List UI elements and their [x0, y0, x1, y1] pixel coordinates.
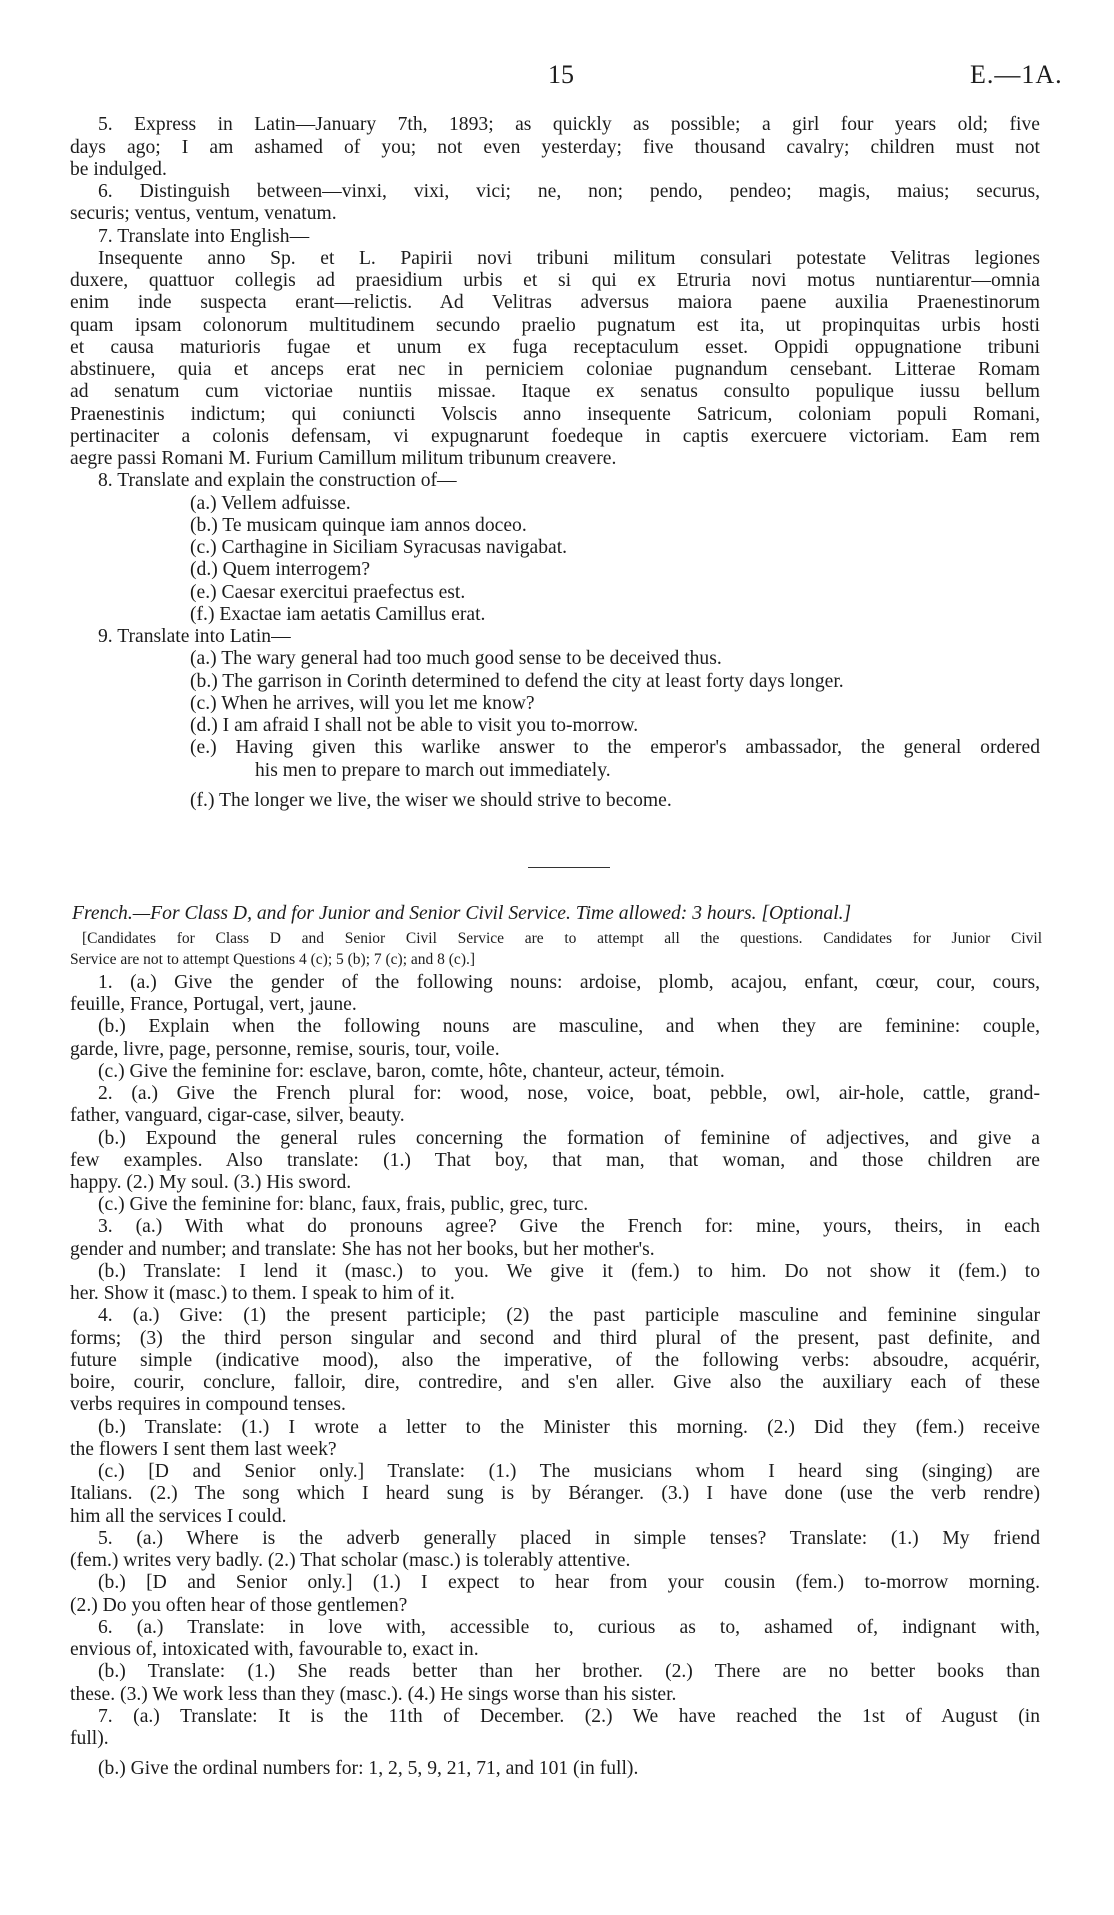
- page-number: 15: [548, 60, 574, 89]
- text-line: (e.) Having given this warlike answer to the emperor's ambassador, the general ordered: [190, 737, 1040, 758]
- section-heading: French.—For Class D, and for Junior and Senior Civil Service. Time allowed: 3 hours. [Optional.]: [72, 903, 852, 924]
- text-line: (a.) The wary general had too much good sense to be deceived thus.: [190, 648, 722, 669]
- text-line: verbs requires in compound tenses.: [70, 1394, 346, 1415]
- text-line: 3. (a.) With what do pronouns agree? Give the French for: mine, yours, theirs, in each: [98, 1216, 1040, 1237]
- text-line: Insequente anno Sp. et L. Papirii novi tribuni militum consulari potestate Velitras legiones: [98, 248, 1040, 269]
- text-line: forms; (3) the third person singular and second and third plural of the present, past definite, and: [70, 1328, 1040, 1349]
- text-line: (c.) [D and Senior only.] Translate: (1.) The musicians whom I heard sing (singing) are: [98, 1461, 1040, 1482]
- text-line: quam ipsam colonorum multitudinem secundo praelio pugnatum est ita, ut propinquitas urbis hosti: [70, 315, 1040, 336]
- text-line: (b.) The garrison in Corinth determined to defend the city at least forty days longer.: [190, 671, 844, 692]
- text-line: 5. Express in Latin—January 7th, 1893; as quickly as possible; a girl four years old; five: [98, 114, 1040, 135]
- text-line: the flowers I sent them last week?: [70, 1439, 337, 1460]
- text-line: (b.) Explain when the following nouns are masculine, and when they are feminine: couple,: [98, 1016, 1040, 1037]
- text-line: et causa maturioris fugae et unum ex fuga receptaculum esset. Oppidi oppugnatione tribuni: [70, 337, 1040, 358]
- text-line: (b.) Te musicam quinque iam annos doceo.: [190, 515, 527, 536]
- text-line: 6. (a.) Translate: in love with, accessible to, curious as to, ashamed of, indignant with,: [98, 1617, 1040, 1638]
- text-line: (c.) When he arrives, will you let me know?: [190, 693, 535, 714]
- text-line: gender and number; and translate: She has not her books, but her mother's.: [70, 1239, 655, 1260]
- text-line: be indulged.: [70, 159, 167, 180]
- text-line: (c.) Carthagine in Siciliam Syracusas navigabat.: [190, 537, 568, 558]
- text-line: feuille, France, Portugal, vert, jaune.: [70, 994, 357, 1015]
- text-line: her. Show it (masc.) to them. I speak to him of it.: [70, 1283, 455, 1304]
- text-line: (fem.) writes very badly. (2.) That scholar (masc.) is tolerably attentive.: [70, 1550, 631, 1571]
- text-line: happy. (2.) My soul. (3.) His sword.: [70, 1172, 352, 1193]
- instructions-note: Service are not to attempt Questions 4 (c); 5 (b); 7 (c); and 8 (c).]: [70, 951, 476, 968]
- text-line: garde, livre, page, personne, remise, souris, tour, voile.: [70, 1039, 500, 1060]
- text-line: boire, courir, conclure, falloir, dire, contredire, and s'en aller. Give also the auxiliary each of these: [70, 1372, 1040, 1393]
- text-line: (b.) Translate: (1.) I wrote a letter to the Minister this morning. (2.) Did they (fem.) receive: [98, 1417, 1040, 1438]
- text-line: Italians. (2.) The song which I heard sung is by Béranger. (3.) I have done (use the verb rendre): [70, 1483, 1040, 1504]
- text-line: his men to prepare to march out immediately.: [255, 760, 611, 781]
- text-line: (d.) Quem interrogem?: [190, 559, 371, 580]
- text-line: (c.) Give the feminine for: esclave, baron, comte, hôte, chanteur, acteur, témoin.: [98, 1061, 725, 1082]
- text-line: enim inde suspecta erant—relictis. Ad Velitras adversus maiora paene auxilia Praenestinorum: [70, 292, 1040, 313]
- text-line: 2. (a.) Give the French plural for: wood, nose, voice, boat, pebble, owl, air-hole, cattle, grand-: [98, 1083, 1040, 1104]
- text-line: (b.) Translate: (1.) She reads better than her brother. (2.) There are no better books than: [98, 1661, 1040, 1682]
- text-line: (b.) Expound the general rules concerning the formation of feminine of adjectives, and give a: [98, 1128, 1040, 1149]
- text-line: few examples. Also translate: (1.) That boy, that man, that woman, and those children are: [70, 1150, 1040, 1171]
- text-line: 1. (a.) Give the gender of the following nouns: ardoise, plomb, acajou, enfant, cœur, cour, cours,: [98, 972, 1040, 993]
- text-line: (f.) The longer we live, the wiser we should strive to become.: [190, 790, 672, 811]
- text-line: these. (3.) We work less than they (masc.). (4.) He sings worse than his sister.: [70, 1684, 677, 1705]
- text-line: (f.) Exactae iam aetatis Camillus erat.: [190, 604, 486, 625]
- text-line: father, vanguard, cigar-case, silver, beauty.: [70, 1105, 405, 1126]
- text-line: (b.) Give the ordinal numbers for: 1, 2, 5, 9, 21, 71, and 101 (in full).: [98, 1758, 639, 1779]
- text-line: Praenestinis indictum; qui coniuncti Volscis anno insequente Satricum, coloniam populi Romani,: [70, 404, 1040, 425]
- text-line: abstinuere, quia et anceps erat nec in perniciem coloniae pugnandum censebant. Litterae Romam: [70, 359, 1040, 380]
- text-line: (a.) Vellem adfuisse.: [190, 493, 351, 514]
- text-line: envious of, intoxicated with, favourable to, exact in.: [70, 1639, 479, 1660]
- text-line: 6. Distinguish between—vinxi, vixi, vici; ne, non; pendo, pendeo; magis, maius; securus,: [98, 181, 1040, 202]
- text-line: 5. (a.) Where is the adverb generally placed in simple tenses? Translate: (1.) My friend: [98, 1528, 1040, 1549]
- text-line: (d.) I am afraid I shall not be able to visit you to-morrow.: [190, 715, 639, 736]
- section-divider: [528, 867, 610, 868]
- text-line: pertinaciter a colonis defensam, vi expugnarunt foedeque in captis exercuere victoriam. Eam rem: [70, 426, 1040, 447]
- text-line: (e.) Caesar exercitui praefectus est.: [190, 582, 466, 603]
- text-line: (b.) [D and Senior only.] (1.) I expect to hear from your cousin (fem.) to-morrow morning.: [98, 1572, 1040, 1593]
- text-line: 4. (a.) Give: (1) the present participle; (2) the past participle masculine and feminine singular: [98, 1305, 1040, 1326]
- text-line: ad senatum cum victoriae nuntiis missae. Itaque ex senatus consulto populique iussu bellum: [70, 381, 1040, 402]
- text-line: aegre passi Romani M. Furium Camillum militum tribunum creavere.: [70, 448, 617, 469]
- text-line: full).: [70, 1728, 109, 1749]
- instructions-note: [Candidates for Class D and Senior Civil Service are to attempt all the questions. Candidates for Junior Civil: [82, 930, 1042, 947]
- text-line: duxere, quattuor collegis ad praesidium urbis et si qui ex Etruria novi motus nuntiarentur—omnia: [70, 270, 1040, 291]
- text-line: him all the services I could.: [70, 1506, 287, 1527]
- text-line: days ago; I am ashamed of you; not even yesterday; five thousand cavalry; children must not: [70, 137, 1040, 158]
- text-line: (c.) Give the feminine for: blanc, faux, frais, public, grec, turc.: [98, 1194, 589, 1215]
- text-line: securis; ventus, ventum, venatum.: [70, 203, 337, 224]
- text-line: (2.) Do you often hear of those gentlemen?: [70, 1595, 408, 1616]
- text-line: 7. (a.) Translate: It is the 11th of December. (2.) We have reached the 1st of August (in: [98, 1706, 1040, 1727]
- text-line: 7. Translate into English—: [98, 226, 310, 247]
- text-line: 8. Translate and explain the construction of—: [98, 470, 457, 491]
- text-line: (b.) Translate: I lend it (masc.) to you. We give it (fem.) to him. Do not show it (fem.) to: [98, 1261, 1040, 1282]
- document-code: E.—1A.: [970, 60, 1063, 89]
- text-line: future simple (indicative mood), also the imperative, of the following verbs: absoudre, acquérir,: [70, 1350, 1040, 1371]
- text-line: 9. Translate into Latin—: [98, 626, 291, 647]
